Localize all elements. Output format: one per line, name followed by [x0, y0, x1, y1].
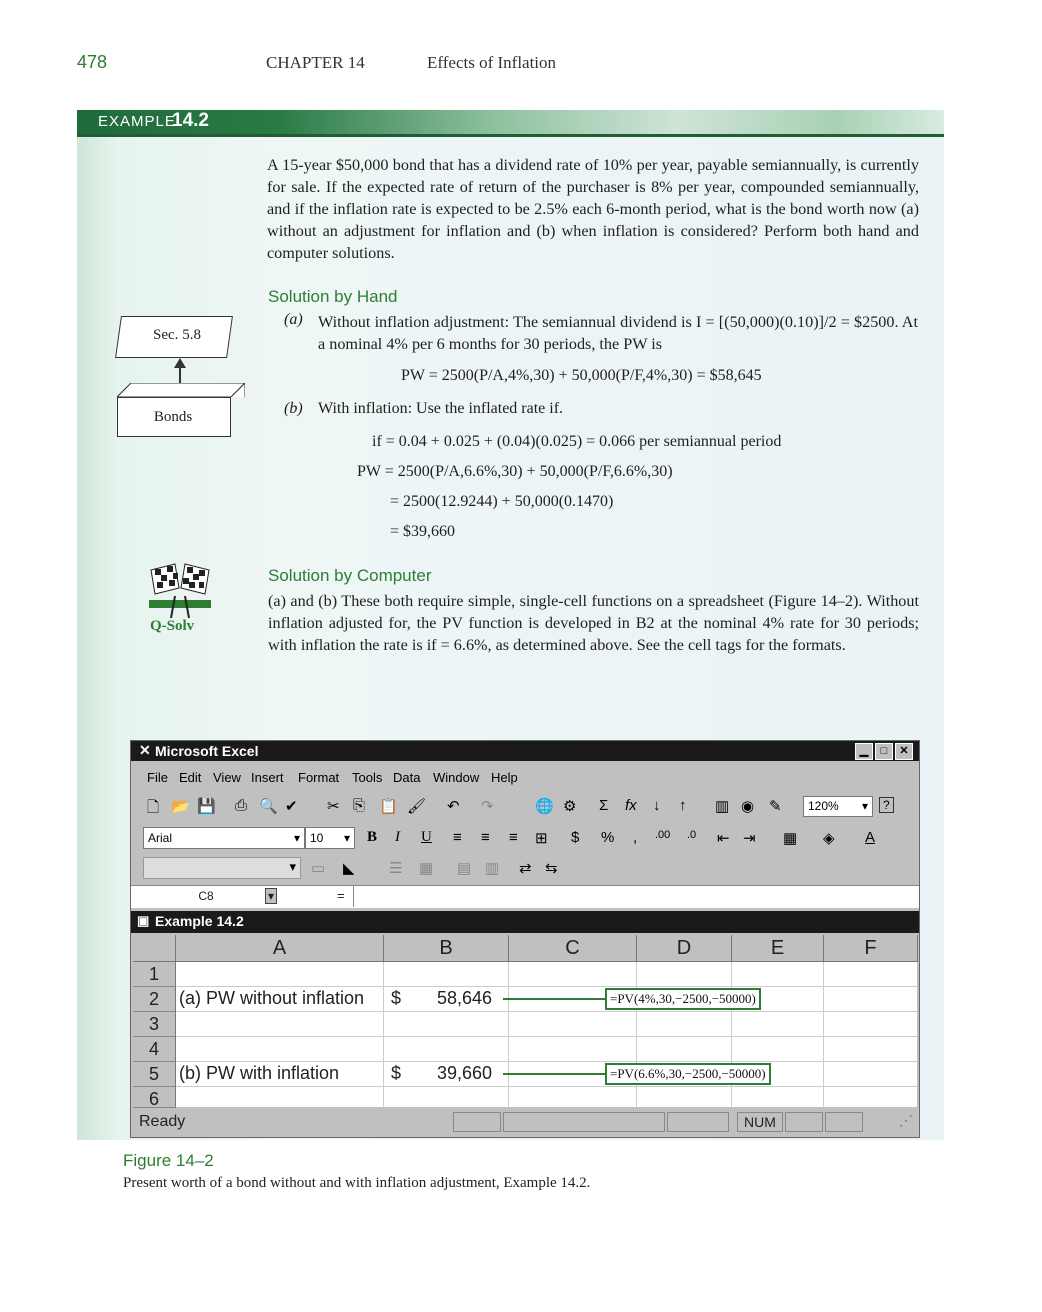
maximize-button[interactable]: □ — [875, 743, 893, 760]
tag-leader-b5 — [503, 1073, 607, 1075]
status-bar — [131, 1109, 919, 1135]
bonds-box-icon — [117, 383, 245, 397]
qsolv-label: Q-Solv — [150, 618, 195, 634]
hand-b-equation-2: PW = 2500(P/A,6.6%,30) + 50,000(P/F,6.6%,30) — [357, 463, 673, 480]
menu-data[interactable]: Data — [393, 770, 421, 785]
menu-edit[interactable]: Edit — [179, 770, 202, 785]
redo-icon[interactable]: ↷ — [481, 798, 494, 815]
remove-trace-icon[interactable]: ⇆ — [545, 860, 558, 877]
excel-logo-icon: ✕ — [139, 742, 151, 758]
font-name-select[interactable] — [143, 827, 305, 849]
column-header-f[interactable]: F — [824, 935, 918, 962]
hand-b-label: (b) — [284, 400, 303, 417]
sort-descending-icon[interactable]: ↑ — [679, 797, 687, 814]
zoom-dropdown-icon: ▾ — [861, 799, 868, 813]
new-icon[interactable]: 🗋 — [147, 799, 160, 816]
page-icon[interactable]: ▭ — [311, 860, 326, 877]
italic-icon[interactable]: I — [395, 829, 400, 845]
page-number: 478 — [77, 52, 108, 72]
increase-decimal-icon[interactable]: .00 — [655, 829, 671, 841]
currency-icon[interactable]: $ — [571, 829, 580, 846]
hyperlink-icon[interactable]: 🌐 — [535, 798, 554, 815]
drawing-toolbar — [131, 853, 919, 883]
align-center-icon[interactable]: ≡ — [481, 829, 490, 846]
problem-text: A 15-year $50,000 bond that has a dividend rate of 10% per year, payable semiannually, is currently for sale. If the expected rate of return of the purchaser is 8% per year, compounded semiannually, and if the inflation rate is expected to be 2.5% each 6-month period, what is the bond worth now (a) without an adjustment for inflation and (b) when inflation is considered? Perform both hand and computer solutions. — [267, 156, 919, 262]
minimize-button[interactable]: ▁ — [855, 743, 873, 760]
standard-toolbar — [131, 791, 919, 821]
status-num: NUM — [737, 1112, 783, 1132]
formula-equals[interactable]: = — [337, 888, 345, 903]
font-color-icon[interactable]: A — [865, 829, 876, 846]
row-header-4[interactable]: 4 — [133, 1037, 176, 1062]
bonds-label: Bonds — [153, 409, 193, 425]
hand-b-equation-4: = $39,660 — [390, 523, 456, 540]
font-size-value: 10 — [310, 831, 324, 845]
example-number: 14.2 — [172, 110, 209, 131]
formatting-toolbar — [131, 823, 919, 853]
status-panel-5 — [785, 1112, 823, 1132]
print-icon[interactable]: ⎙ — [235, 797, 248, 814]
drawing-icon[interactable]: ✎ — [769, 798, 782, 815]
hand-b-equation-1: if = 0.04 + 0.025 + (0.04)(0.025) = 0.066 per semiannual period — [372, 433, 782, 450]
problem-statement — [267, 154, 919, 264]
form-icon[interactable]: ▤ — [457, 860, 472, 877]
percent-icon[interactable]: % — [601, 829, 615, 846]
row-header-2[interactable]: 2 — [133, 987, 176, 1012]
comma-icon[interactable]: , — [633, 829, 638, 846]
hand-b-equation-3: = 2500(12.9244) + 50,000(0.1470) — [390, 493, 614, 510]
worksheet-grid — [133, 935, 917, 1107]
gridlines — [176, 962, 917, 1107]
sort-ascending-icon[interactable]: ↓ — [653, 797, 661, 814]
status-panel-3 — [667, 1112, 729, 1132]
undo-icon[interactable]: ↶ — [447, 798, 460, 815]
menu-tools[interactable]: Tools — [352, 770, 383, 785]
status-panel-1 — [453, 1112, 501, 1132]
excel-app-title: Microsoft Excel — [155, 743, 259, 759]
status-ready: Ready — [139, 1113, 186, 1130]
computer-solution-text: (a) and (b) These both require simple, single-cell functions on a spreadsheet (Figure 14–2). Without inflation adjusted for, the PV function is developed in B2 at the nominal 4% rate for 30 periods; with inflation the rate is if = 6.6%, as determined above. See the cell tags for the formats. — [268, 592, 919, 654]
autosum-icon[interactable]: Σ — [599, 797, 609, 814]
menu-view[interactable]: View — [213, 770, 241, 785]
decrease-decimal-icon[interactable]: .0 — [687, 829, 697, 841]
hand-a-equation: PW = 2500(P/A,4%,30) + 50,000(P/F,4%,30) = $58,645 — [401, 367, 762, 384]
save-icon[interactable]: 💾 — [197, 798, 216, 815]
chapter-title: Effects of Inflation — [427, 53, 557, 72]
copy-icon[interactable]: ⎘ — [353, 797, 366, 814]
name-box-value: C8 — [198, 889, 214, 903]
cell-b5-currency: $ — [391, 1063, 402, 1083]
hand-a-text: Without inflation adjustment: The semiannual dividend is I = [(50,000)(0.10)]/2 = $2500. At a nominal 4% per 6 months for 30 periods, the PW is — [318, 313, 918, 353]
menu-help[interactable]: Help — [491, 770, 518, 785]
status-panel-6 — [825, 1112, 863, 1132]
list-icon[interactable]: ☰ — [389, 860, 403, 877]
computer-solution-heading: Solution by Computer — [268, 566, 432, 585]
trace-icon[interactable]: ⇄ — [519, 860, 532, 877]
underline-icon[interactable]: U — [421, 829, 432, 845]
hand-b-text: With inflation: Use the inflated rate if. — [318, 400, 564, 417]
menu-file[interactable]: File — [147, 770, 168, 785]
resize-grip-icon[interactable]: ⋰ — [899, 1112, 913, 1128]
column-header-a[interactable]: A — [176, 935, 384, 962]
cell-a2[interactable]: (a) PW without inflation — [179, 988, 365, 1008]
checkered-flags-icon — [145, 562, 215, 618]
align-right-icon[interactable]: ≡ — [509, 829, 518, 846]
decrease-indent-icon[interactable]: ⇤ — [717, 830, 730, 847]
style-select[interactable] — [143, 857, 301, 879]
hand-solution-heading: Solution by Hand — [268, 287, 398, 306]
menu-insert[interactable]: Insert — [251, 770, 284, 785]
font-size-select[interactable] — [305, 827, 355, 849]
cell-b2[interactable]: 58,646 — [437, 988, 493, 1008]
column-header-d[interactable]: D — [637, 935, 732, 962]
borders-icon[interactable]: ▦ — [783, 830, 798, 847]
sec-ref-label: Sec. 5.8 — [153, 327, 201, 343]
row-header-1[interactable]: 1 — [133, 962, 176, 987]
bold-icon[interactable]: B — [367, 829, 378, 845]
spelling-icon[interactable]: ✔ — [285, 798, 298, 815]
map-icon[interactable]: ◉ — [741, 798, 755, 815]
formula-input[interactable] — [353, 886, 918, 907]
example-label: EXAMPLE — [98, 113, 176, 130]
align-left-icon[interactable]: ≡ — [453, 829, 462, 846]
open-icon[interactable]: 📂 — [171, 798, 190, 815]
cell-tag-b5: =PV(6.6%,30,−2500,−50000) — [605, 1063, 771, 1085]
column-header-e[interactable]: E — [732, 935, 824, 962]
web-toolbar-icon[interactable]: ⚙ — [563, 798, 577, 815]
paste-icon[interactable]: 📋 — [379, 798, 398, 815]
menu-format[interactable]: Format — [298, 770, 340, 785]
cell-a5[interactable]: (b) PW with inflation — [179, 1063, 340, 1083]
select-all-corner[interactable] — [133, 935, 176, 962]
menu-bar — [131, 763, 919, 791]
cut-icon[interactable]: ✂ — [327, 798, 340, 815]
zoom-select[interactable] — [803, 796, 873, 817]
row-header-3[interactable]: 3 — [133, 1012, 176, 1037]
formula-bar — [131, 885, 919, 908]
font-name-value: Arial — [148, 831, 173, 845]
row-header-6[interactable]: 6 — [133, 1087, 176, 1108]
row-header-5[interactable]: 5 — [133, 1062, 176, 1087]
workbook-icon: ▣ — [137, 913, 150, 928]
column-header-b[interactable]: B — [384, 935, 509, 962]
chart-wizard-icon[interactable]: ▥ — [715, 798, 730, 815]
grid-icon[interactable]: ▥ — [485, 860, 500, 877]
figure-caption: Present worth of a bond without and with inflation adjustment, Example 14.2. — [123, 1175, 591, 1191]
column-header-c[interactable]: C — [509, 935, 637, 962]
table-icon[interactable]: ▦ — [419, 860, 434, 877]
help-icon[interactable]: ? — [879, 797, 894, 813]
excel-title-bar — [131, 741, 919, 761]
excel-window — [130, 740, 920, 1138]
merge-center-icon[interactable]: ⊞ — [535, 830, 548, 847]
print-preview-icon[interactable]: 🔍 — [259, 798, 278, 815]
fill-color-icon[interactable]: ◈ — [823, 830, 835, 847]
workbook-title-bar — [131, 911, 919, 933]
font-size-dropdown-icon: ▾ — [343, 831, 350, 845]
zoom-value: 120% — [808, 799, 839, 813]
increase-indent-icon[interactable]: ⇥ — [743, 830, 756, 847]
figure-label: Figure 14–2 — [123, 1151, 214, 1170]
close-button[interactable]: ✕ — [895, 743, 913, 760]
name-box[interactable] — [133, 887, 279, 905]
function-icon[interactable]: fx — [625, 797, 637, 814]
tag-leader-b2 — [503, 998, 607, 1000]
style-dropdown-icon: ▾ — [289, 859, 296, 874]
workbook-title: Example 14.2 — [155, 913, 244, 929]
format-painter-icon[interactable]: 🖌 — [407, 798, 427, 815]
hand-a-block — [318, 311, 918, 355]
cell-b5[interactable]: 39,660 — [437, 1063, 493, 1083]
name-box-dropdown-icon[interactable]: ▾ — [265, 888, 277, 904]
font-name-dropdown-icon: ▾ — [293, 831, 300, 845]
status-panel-2 — [503, 1112, 665, 1132]
chapter-label: CHAPTER 14 — [266, 53, 365, 72]
hand-a-label: (a) — [284, 311, 303, 328]
cell-b2-currency: $ — [391, 988, 402, 1008]
menu-window[interactable]: Window — [433, 770, 480, 785]
computer-solution-block — [268, 590, 919, 656]
cell-tag-b2: =PV(4%,30,−2500,−50000) — [605, 988, 761, 1010]
shape-icon[interactable]: ◣ — [343, 860, 355, 877]
